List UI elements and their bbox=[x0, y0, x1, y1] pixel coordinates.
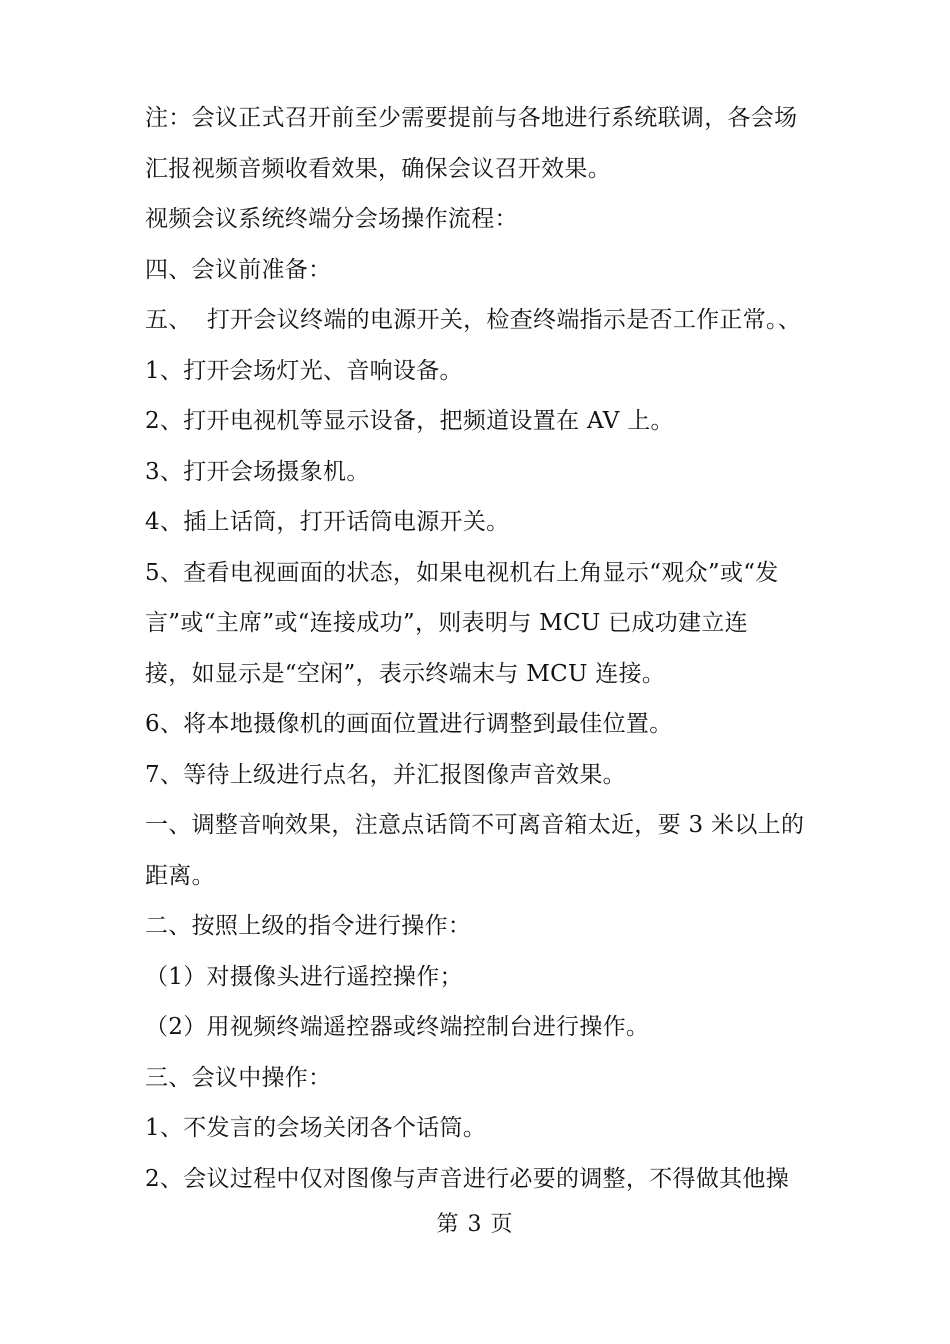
section-two-item-1: （1）对摄像头进行遥控操作； bbox=[145, 963, 463, 990]
step-6: 6、将本地摄像机的画面位置进行调整到最佳位置。 bbox=[145, 711, 673, 737]
step-1: 1、打开会场灯光、音响设备。 bbox=[145, 357, 463, 384]
step-2: 2、打开电视机等显示设备，把频道设置在 AV 上。 bbox=[145, 408, 674, 434]
section-three-item-2: 2、会议过程中仅对图像与声音进行必要的调整，不得做其他操 bbox=[145, 1165, 790, 1192]
section-three-item-1: 1、不发言的会场关闭各个话筒。 bbox=[145, 1115, 487, 1141]
step-5-line-1: 5、查看电视画面的状态，如果电视机右上角显示“观众”或“发 bbox=[145, 559, 779, 586]
step-5-line-3: 接，如显示是“空闲”，表示终端末与 MCU 连接。 bbox=[145, 660, 666, 687]
section-one-line-2: 距离。 bbox=[145, 862, 215, 889]
step-7: 7、等待上级进行点名，并汇报图像声音效果。 bbox=[145, 761, 626, 788]
step-4: 4、插上话筒，打开话筒电源开关。 bbox=[145, 509, 510, 535]
note-line-1: 注：会议正式召开前至少需要提前与各地进行系统联调，各会场 bbox=[145, 105, 798, 131]
step-power-on: 五、 打开会议终端的电源开关，检查终端指示是否工作正常。、 bbox=[145, 307, 802, 333]
section-heading-workflow: 视频会议系统终端分会场操作流程： bbox=[145, 206, 518, 232]
section-heading-preparation: 四、会议前准备： bbox=[145, 256, 332, 283]
section-two-heading: 二、按照上级的指令进行操作： bbox=[145, 913, 472, 939]
document-body bbox=[145, 93, 810, 1204]
page-number: 第 3 页 bbox=[436, 1212, 514, 1237]
note-line-2: 汇报视频音频收看效果，确保会议召开效果。 bbox=[145, 155, 611, 182]
step-3: 3、打开会场摄象机。 bbox=[145, 458, 370, 485]
section-one-line-1: 一、调整音响效果，注意点话筒不可离音箱太近，要 3 米以上的 bbox=[145, 812, 805, 838]
section-two-item-2: （2）用视频终端遥控器或终端控制台进行操作。 bbox=[145, 1014, 650, 1040]
section-three-heading: 三、会议中操作： bbox=[145, 1064, 332, 1091]
step-5-line-2: 言”或“主席”或“连接成功”，则表明与 MCU 已成功建立连 bbox=[145, 610, 748, 636]
